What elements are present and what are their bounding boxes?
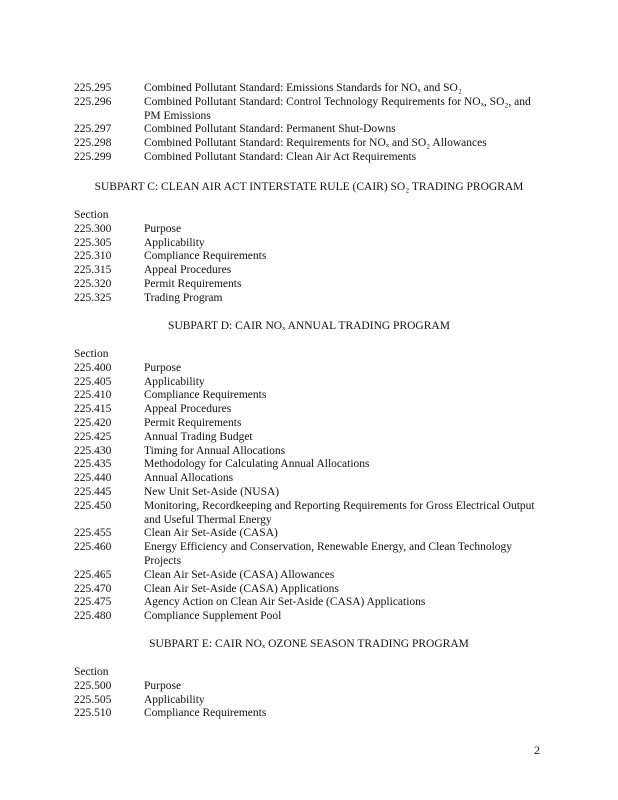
section-number: 225.405 xyxy=(74,375,112,388)
section-title: Permit Requirements xyxy=(144,277,242,290)
section-number: 225.460 xyxy=(74,541,112,554)
subpart-e-list xyxy=(74,666,544,721)
section-number: 225.420 xyxy=(74,416,112,429)
toc-row xyxy=(74,389,544,403)
section-title: Combined Pollutant Standard: Emissions Standards for NOₓ and SO₂ xyxy=(144,82,462,94)
section-title: Monitoring, Recordkeeping and Reporting Requirements for Gross Electrical Output and Useful Thermal Energy xyxy=(144,499,535,526)
section-number: 225.450 xyxy=(74,499,112,512)
section-title: Combined Pollutant Standard: Requirements for NOₓ and SO₂ Allowances xyxy=(144,137,487,150)
section-number: 225.505 xyxy=(74,693,112,706)
section-title: Clean Air Set-Aside (CASA) Allowances xyxy=(144,568,335,581)
section-number: 225.470 xyxy=(74,582,112,595)
toc-row xyxy=(74,527,544,541)
section-number: 225.435 xyxy=(74,458,112,471)
section-title: Trading Program xyxy=(144,291,223,304)
section-title: Compliance Supplement Pool xyxy=(144,610,282,623)
section-number: 225.400 xyxy=(74,361,112,374)
toc-row xyxy=(74,403,544,417)
section-number: 225.315 xyxy=(74,264,112,277)
section-title: Annual Trading Budget xyxy=(144,430,253,443)
section-title: Compliance Requirements xyxy=(144,250,267,263)
toc-row xyxy=(74,223,544,237)
toc-row xyxy=(74,486,544,500)
section-title: Permit Requirements xyxy=(144,416,242,429)
section-title: Compliance Requirements xyxy=(144,707,267,720)
section-title: Purpose xyxy=(144,679,182,692)
toc-row xyxy=(74,137,544,151)
section-title: Applicability xyxy=(144,375,205,388)
section-number: 225.305 xyxy=(74,236,112,249)
toc-row xyxy=(74,96,544,124)
toc-row xyxy=(74,376,544,390)
section-title: Compliance Requirements xyxy=(144,389,267,402)
section-label: Section xyxy=(74,348,109,360)
section-title: Appeal Procedures xyxy=(144,403,232,416)
toc-row xyxy=(74,250,544,264)
subpart-b-tail-list xyxy=(74,82,544,165)
toc-row xyxy=(74,610,544,624)
section-number: 225.500 xyxy=(74,679,112,692)
section-title: Clean Air Set-Aside (CASA) Applications xyxy=(144,582,339,595)
toc-row xyxy=(74,458,544,472)
section-title: Appeal Procedures xyxy=(144,264,232,277)
subpart-d-heading: SUBPART D: CAIR NOₓ ANNUAL TRADING PROGRAM xyxy=(168,320,450,332)
section-number: 225.300 xyxy=(74,222,112,235)
toc-row xyxy=(74,431,544,445)
section-number: 225.299 xyxy=(74,150,112,163)
toc-row xyxy=(74,362,544,376)
toc-row xyxy=(74,680,544,694)
section-title: Purpose xyxy=(144,361,182,374)
toc-row xyxy=(74,472,544,486)
toc-row xyxy=(74,417,544,431)
toc-row xyxy=(74,694,544,708)
subpart-e-heading: SUBPART E: CAIR NOₓ OZONE SEASON TRADING PROGRAM xyxy=(149,638,469,650)
section-title: Energy Efficiency and Conservation, Renewable Energy, and Clean Technology Projects xyxy=(144,541,513,567)
section-number: 225.415 xyxy=(74,403,112,416)
toc-row xyxy=(74,596,544,610)
section-title: Combined Pollutant Standard: Clean Air Act Requirements xyxy=(144,150,417,163)
section-number: 225.297 xyxy=(74,123,112,136)
page-number: 2 xyxy=(534,743,540,757)
section-number: 225.296 xyxy=(74,95,112,108)
section-number: 225.480 xyxy=(74,610,112,623)
section-number: 225.410 xyxy=(74,389,112,402)
section-title: New Unit Set-Aside (NUSA) xyxy=(144,485,280,498)
section-number: 225.465 xyxy=(74,568,112,581)
section-title: Applicability xyxy=(144,693,205,706)
section-number: 225.325 xyxy=(74,291,112,304)
section-label: Section xyxy=(74,209,109,221)
section-title: Combined Pollutant Standard: Control Technology Requirements for NOₓ, SO₂, and PM Emissions xyxy=(144,95,531,122)
subpart-c-list xyxy=(74,209,544,306)
section-number: 225.425 xyxy=(74,430,112,443)
toc-row xyxy=(74,500,544,528)
section-title: Combined Pollutant Standard: Permanent Shut-Downs xyxy=(144,123,396,136)
toc-row xyxy=(74,264,544,278)
toc-row xyxy=(74,541,544,569)
toc-row xyxy=(74,707,544,721)
toc-row xyxy=(74,82,544,96)
toc-row xyxy=(74,583,544,597)
section-number: 225.320 xyxy=(74,277,112,290)
section-label: Section xyxy=(74,666,109,678)
toc-row xyxy=(74,237,544,251)
subpart-c-heading: SUBPART C: CLEAN AIR ACT INTERSTATE RULE (CAIR) SO₂ TRADING PROGRAM xyxy=(94,181,524,193)
toc-row xyxy=(74,278,544,292)
toc-row xyxy=(74,445,544,459)
section-number: 225.430 xyxy=(74,444,112,457)
toc-row xyxy=(74,123,544,137)
section-number: 225.455 xyxy=(74,527,112,540)
section-title: Timing for Annual Allocations xyxy=(144,444,286,457)
section-title: Annual Allocations xyxy=(144,472,234,485)
section-title: Clean Air Set-Aside (CASA) xyxy=(144,527,278,540)
section-number: 225.475 xyxy=(74,596,112,609)
toc-row xyxy=(74,569,544,583)
section-title: Methodology for Calculating Annual Allocations xyxy=(144,458,370,471)
section-number: 225.440 xyxy=(74,472,112,485)
section-title: Agency Action on Clean Air Set-Aside (CASA) Applications xyxy=(144,596,426,609)
section-title: Purpose xyxy=(144,222,182,235)
section-number: 225.445 xyxy=(74,485,112,498)
toc-row xyxy=(74,151,544,165)
section-title: Applicability xyxy=(144,236,205,249)
section-number: 225.295 xyxy=(74,82,112,94)
toc-row xyxy=(74,292,544,306)
section-number: 225.298 xyxy=(74,137,112,150)
section-number: 225.510 xyxy=(74,707,112,720)
subpart-d-list xyxy=(74,348,544,624)
section-number: 225.310 xyxy=(74,250,112,263)
